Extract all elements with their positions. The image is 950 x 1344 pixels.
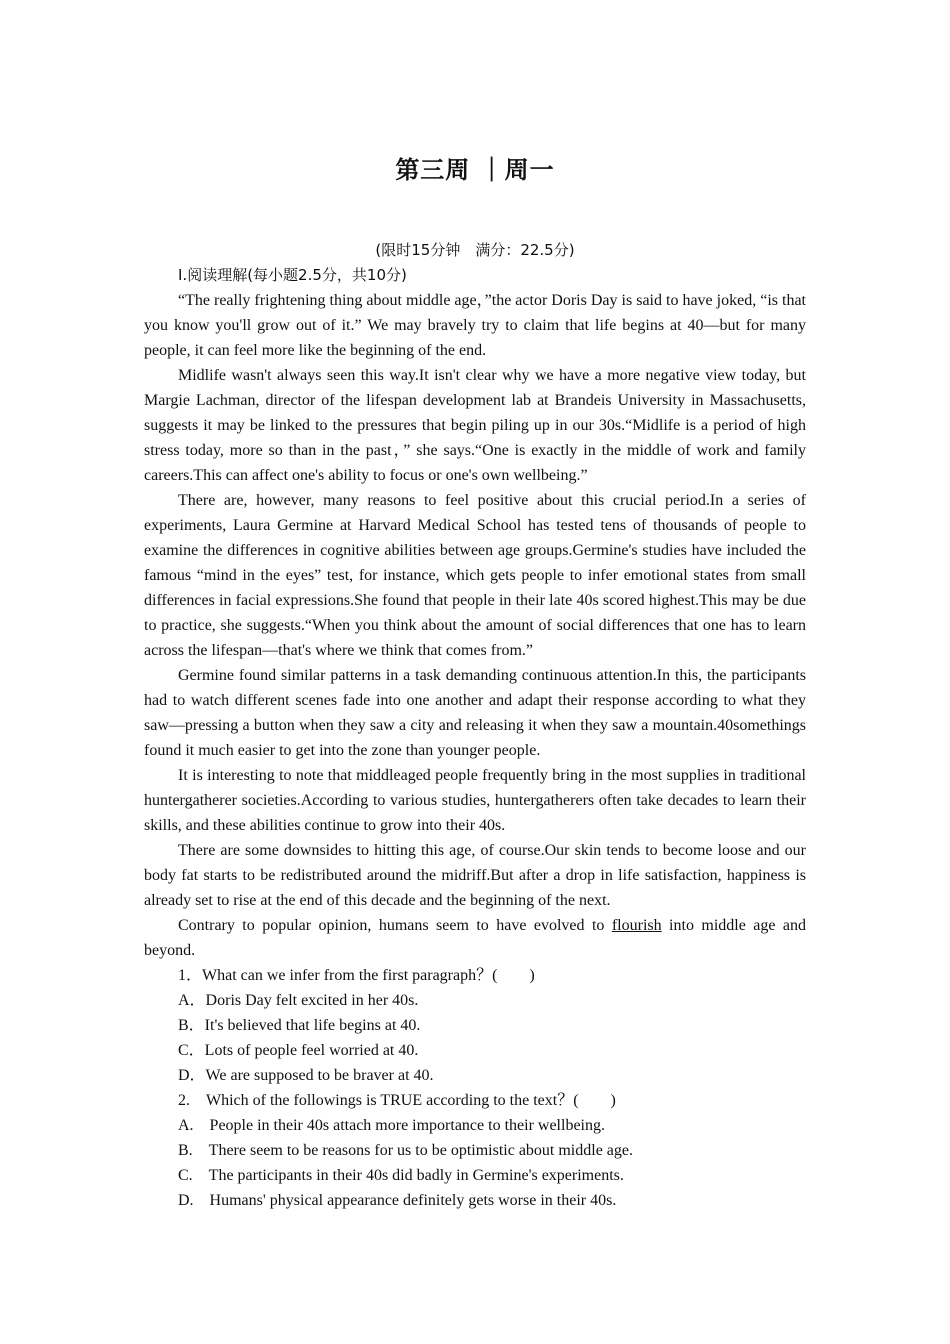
passage-paragraph-1: “The really frightening thing about middle age，”the actor Doris Day is said to have joked, “is that you know you'll grow out of it.” We may bravely try to claim that life begins at 40—but for many people, it can feel more like the beginning of the end. [144,292,806,359]
answer-option-d: D. Humans' physical appearance definitely gets worse in their 40s. [178,1192,617,1209]
question-1 [144,963,806,1088]
passage-paragraph-4: Germine found similar patterns in a task demanding continuous attention.In this, the participants had to watch different scenes fade into one another and adapt their response according to what they saw—pressing a button when they saw a city and releasing it when they saw a mountain.40somethings found it much easier to get into the zone than younger people. [144,667,806,759]
passage-paragraph-3: There are, however, many reasons to feel positive about this crucial period.In a series of experiments, Laura Germine at Harvard Medical School has tested tens of thousands of people to examine the differences in cognitive abilities between age groups.Germine's studies have included the famous “mind in the eyes” test, for instance, which gets people to infer emotional states from small differences in facial expressions.She found that people in their late 40s scored highest.This may be due to practice, she suggests.“When you think about the amount of social differences that one has to learn across the lifespan—that's where we think that comes from.” [144,492,806,659]
paragraph-7-text-before: Contrary to popular opinion, humans seem to have evolved to [178,917,612,934]
passage-paragraph-7 [144,913,806,963]
passage-paragraph-5: It is interesting to note that middleaged people frequently bring in the most supplies in traditional huntergatherer societies.According to various studies, huntergatherers often take decades to learn their skills, and these abilities continue to grow into their 40s. [144,767,806,834]
underlined-word: flourish [611,917,662,934]
answer-option-c: C. The participants in their 40s did badly in Germine's experiments. [178,1167,624,1184]
question-stem: 2. Which of the followings is TRUE according to the text？( ) [178,1092,616,1109]
answer-option-b: B．It's believed that life begins at 40. [178,1017,421,1034]
answer-option-c: C．Lots of people feel worried at 40. [178,1042,419,1059]
question-stem: 1．What can we infer from the first paragraph？( ) [178,967,535,984]
question-2 [144,1088,806,1213]
time-limit-subtitle: (限时15分钟 满分：22.5分) [375,241,575,259]
answer-option-a: A．Doris Day felt excited in her 40s. [178,992,419,1009]
paragraph-7-text-after: into middle age and beyond. [144,917,806,959]
answer-option-d: D．We are supposed to be braver at 40. [178,1067,434,1084]
worksheet-body [144,238,806,1213]
passage-paragraph-6: There are some downsides to hitting this age, of course.Our skin tends to become loose and our body fat starts to be redistributed around the midriff.But after a drop in life satisfaction, happiness is already set to rise at the end of this decade and the beginning of the next. [144,842,806,909]
page-title: 第三周 ｜周一 [395,156,555,184]
passage-paragraph-2: Midlife wasn't always seen this way.It isn't clear why we have a more negative view today, but Margie Lachman, director of the lifespan development lab at Brandeis University in Massachusetts, suggests it may be linked to the pressures that begin piling up in our 30s.“Midlife is a period of high stress today, more so than in the past，” she says.“One is exactly in the middle of work and family careers.This can affect one's ability to focus or one's own wellbeing.” [144,367,806,484]
section-heading: Ⅰ.阅读理解(每小题2.5分，共10分) [178,266,407,284]
answer-option-a: A. People in their 40s attach more importance to their wellbeing. [178,1117,605,1134]
answer-option-b: B. There seem to be reasons for us to be optimistic about middle age. [178,1142,634,1159]
